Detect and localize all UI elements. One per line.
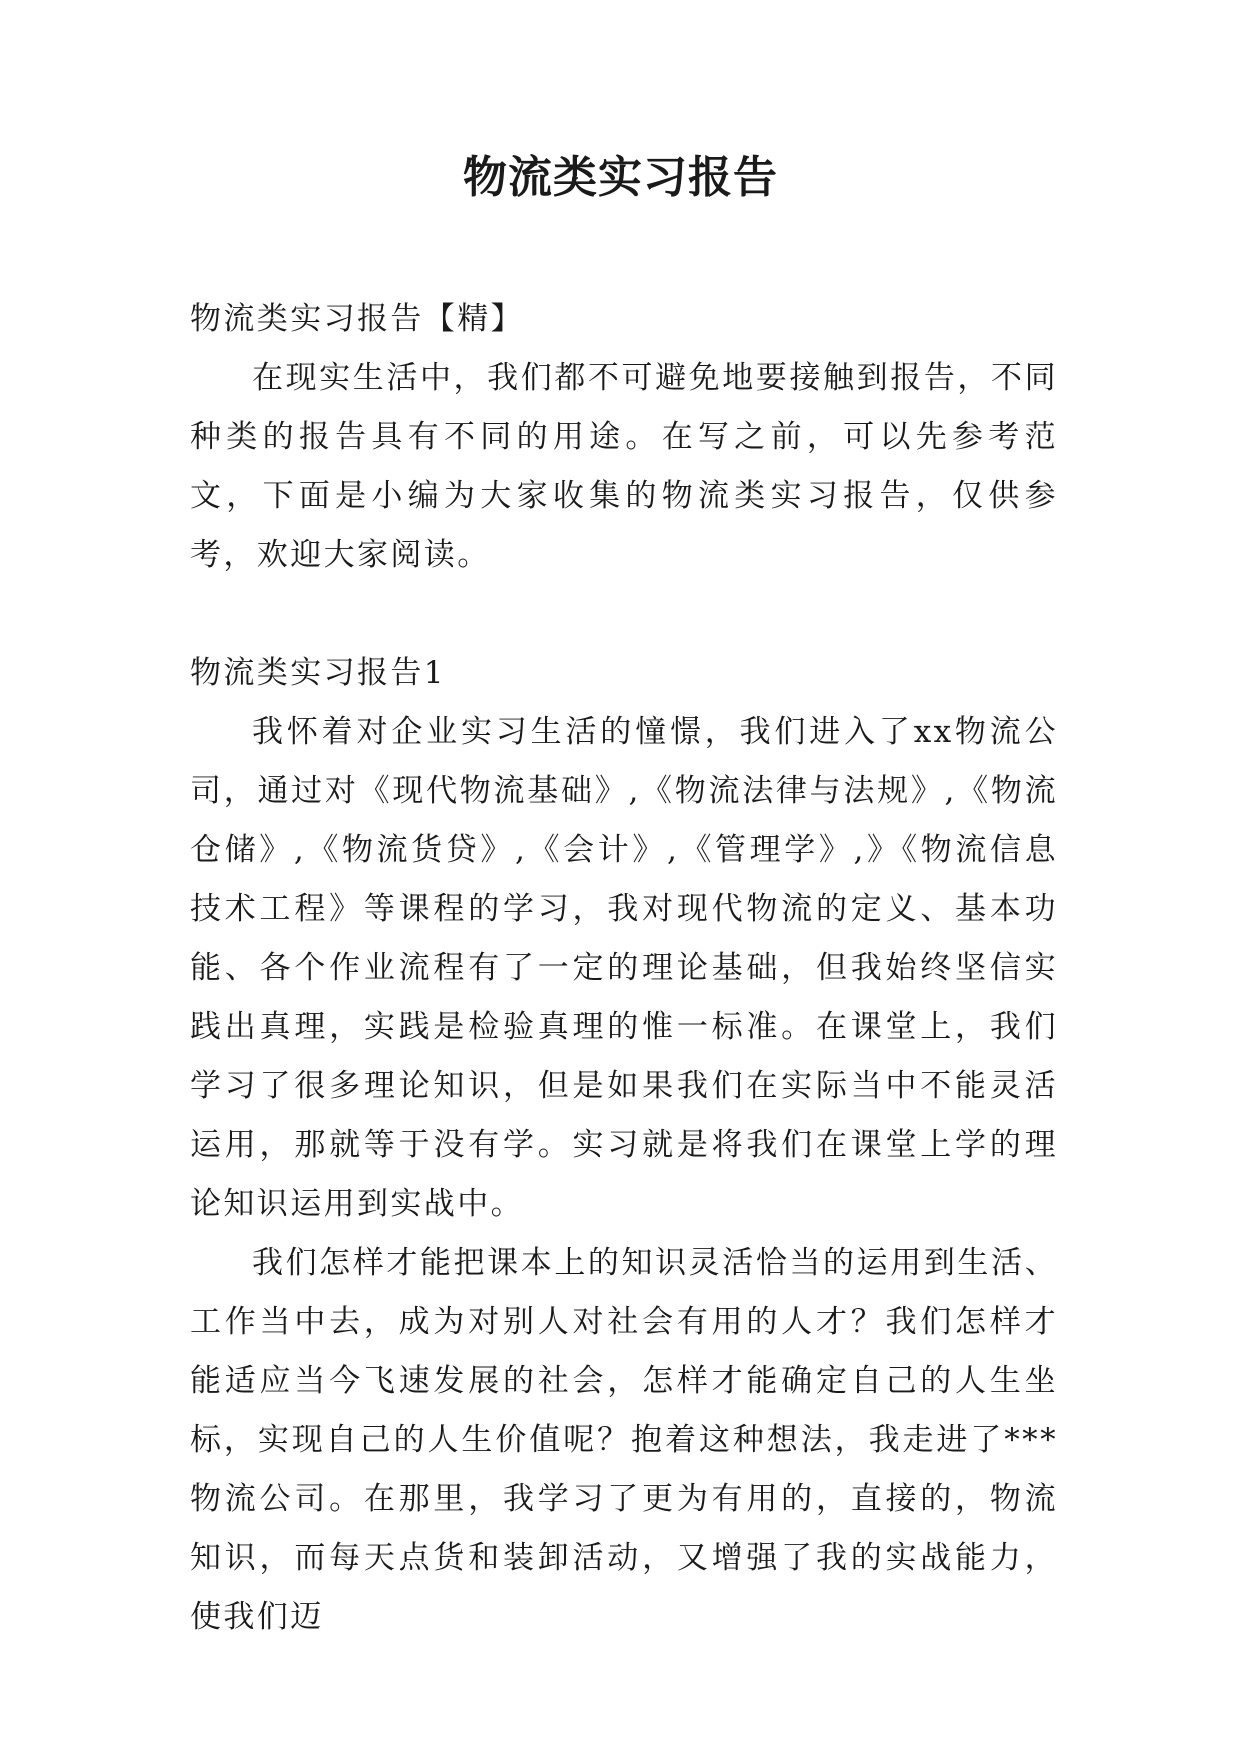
document-title: 物流类实习报告 xyxy=(463,152,778,203)
body-paragraph: 我们怎样才能把课本上的知识灵活恰当的运用到生活、工作当中去，成为对别人对社会有用的人才？我们怎样才能适应当今飞速发展的社会，怎样才能确定自己的人生坐标，实现自己的人生价值呢？抱着这种想法，我走进了***物流公司。在那里，我学习了更为有用的，直接的，物流知识，而每天点货和装卸活动，又增强了我的实战能力，使我们迈 xyxy=(190,1245,1058,1635)
document-subtitle: 物流类实习报告【精】 xyxy=(190,301,524,337)
document-body xyxy=(190,290,1058,1647)
intro-paragraph: 在现实生活中，我们都不可避免地要接触到报告，不同种类的报告具有不同的用途。在写之前，可以先参考范文，下面是小编为大家收集的物流类实习报告，仅供参考，欢迎大家阅读。 xyxy=(190,360,1058,573)
body-paragraph: 我怀着对企业实习生活的憧憬，我们进入了xx物流公司，通过对《现代物流基础》,《物流法律与法规》,《物流仓储》,《物流货贷》,《会计》,《管理学》,》《物流信息技术工程》等课程的学习，我对现代物流的定义、基本功能、各个作业流程有了一定的理论基础，但我始终坚信实践出真理，实践是检验真理的惟一标准。在课堂上，我们学习了很多理论知识，但是如果我们在实际当中不能灵活运用，那就等于没有学。实习就是将我们在课堂上学的理论知识运用到实战中。 xyxy=(190,714,1058,1222)
section-heading: 物流类实习报告1 xyxy=(190,655,446,691)
